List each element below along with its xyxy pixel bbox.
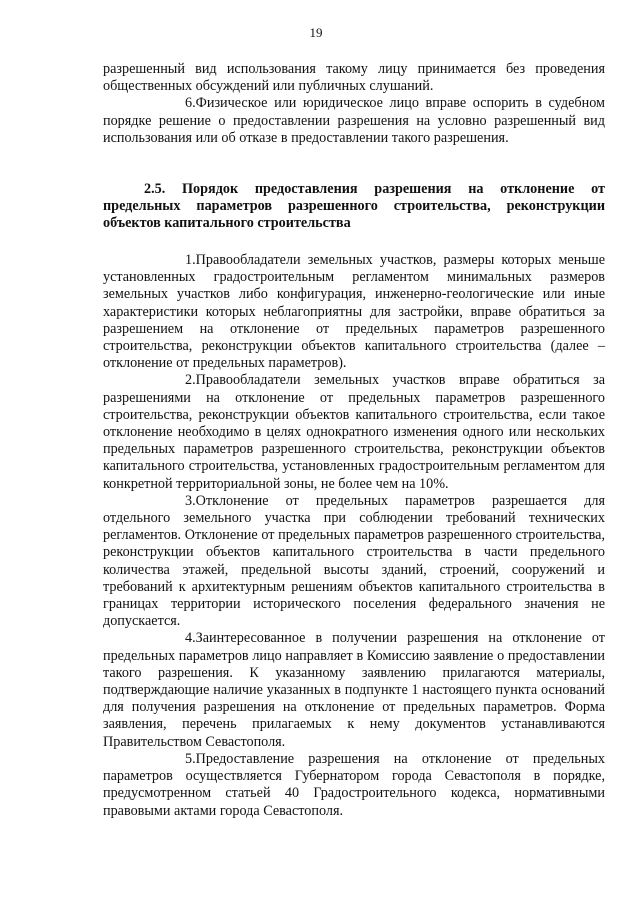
paragraph-number: 4.: [185, 630, 196, 647]
top-text-block: [103, 61, 605, 147]
paragraph-text: Правообладатели земельных участков, размеры которых меньше установленных градостроительным регламентом минимальных размеров земельных участков либо конфигурация, инженерно-геологические или иные характеристики которых неблагоприятны для застройки, вправе обратиться за разрешением на отклонение от предельных параметров разрешенного строительства, реконструкции объектов капитального строительства (далее – отклонение от предельных параметров).: [103, 252, 605, 372]
page-number: 19: [309, 25, 323, 40]
section-body-block: [103, 252, 605, 820]
paragraph-text: Заинтересованное в получении разрешения на отклонение от предельных параметров лицо направляет в Комиссию заявление о предоставлении такого разрешения. К указанному заявлению прилагаются материалы, подтверждающие наличие указанных в подпункте 1 настоящего пункта оснований для получения разрешения на отклонение от предельных параметров. Форма заявления, перечень прилагаемых к нему документов устанавливаются Правительством Севастополя.: [103, 630, 605, 750]
paragraph-number: 6.: [185, 95, 196, 112]
section-paragraph-5: [103, 751, 605, 820]
paragraph-6: [103, 95, 605, 147]
section-paragraph-3: [103, 493, 605, 631]
paragraph-text: Правообладатели земельных участков вправе обратиться за разрешениями на отклонение от предельных параметров разрешенного строительства, реконструкции объектов капитального строительства, если такое отклонение необходимо в целях однократного изменения одного или нескольких предельных параметров разрешенного строительства, реконструкции объектов капитального строительства, установленных градостроительным регламентом для конкретной территориальной зоны, не более чем на 10%.: [103, 372, 605, 492]
continuation-paragraph: разрешенный вид использования такому лицу принимается без проведения общественных обсуждений или публичных слушаний.: [103, 61, 605, 95]
section-heading: 2.5. Порядок предоставления разрешения на отклонение от предельных параметров разрешенного строительства, реконструкции объектов капитального строительства: [103, 181, 605, 232]
section-paragraph-1: [103, 252, 605, 372]
section-paragraph-2: [103, 372, 605, 492]
paragraph-number: 3.: [185, 492, 196, 509]
paragraph-number: 1.: [185, 252, 196, 268]
paragraph-text: Предоставление разрешения на отклонение от предельных параметров осуществляется Губернатором города Севастополя в порядке, предусмотренном статьей 40 Градостроительного кодекса, нормативными правовыми актами города Севастополя.: [103, 750, 605, 819]
paragraph-number: 5.: [185, 750, 196, 767]
paragraph-text: Физическое или юридическое лицо вправе оспорить в судебном порядке решение о предоставлении разрешения на условно разрешенный вид использования или об отказе в предоставлении такого разрешения.: [103, 95, 605, 146]
paragraph-number: 2.: [185, 372, 196, 389]
section-heading-block: [103, 181, 605, 233]
section-paragraph-4: [103, 630, 605, 750]
paragraph-text: Отклонение от предельных параметров разрешается для отдельного земельного участка при соблюдении требований технических регламентов. Отклонение от предельных параметров разрешенного строительства, реконструкции объектов капитального строительства в части предельного количества этажей, предельной высоты зданий, строений, сооружений и требований к архитектурным решениям объектов капитального строительства в границах территории исторического поселения федерального значения не допускается.: [103, 492, 605, 630]
